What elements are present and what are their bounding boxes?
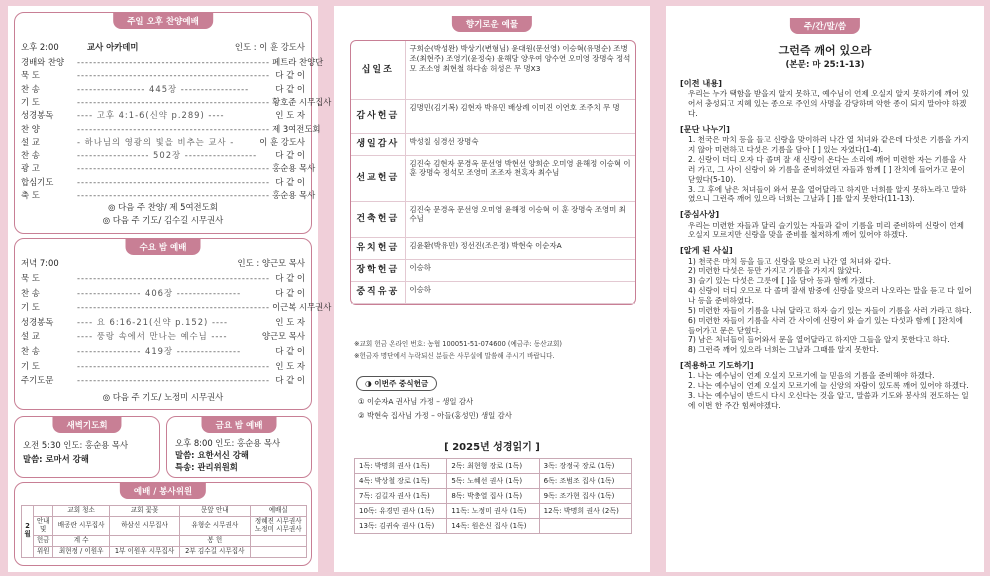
- volunteer-cell: 헌금: [34, 535, 53, 546]
- sunday-order-row: [21, 96, 332, 108]
- sunday-service-title: 주일 오후 찬양예배: [113, 13, 213, 29]
- volunteer-cell: 최현정 / 이원우: [53, 546, 109, 557]
- friday-service-box: [166, 416, 312, 478]
- sunday-order-row: [21, 83, 305, 95]
- wednesday-time: 저녁 7:00: [21, 258, 59, 268]
- offering-category: 선교헌금: [351, 155, 405, 201]
- sunday-order-person: 페트라 찬양단: [272, 57, 324, 67]
- wednesday-next-prayer: ◎ 다음 주 기도/ 노정미 시무권사: [102, 392, 224, 402]
- wednesday-order-row: [21, 272, 305, 284]
- wednesday-order-row: [21, 287, 305, 299]
- section-heading: [적용하고 기도하기]: [680, 360, 754, 371]
- sunday-order-detail: ------------------------------------------------: [77, 190, 271, 200]
- bible-reading-cell: 14독: 원은신 집사 (1독): [447, 519, 539, 534]
- volunteer-cell: 1부 이원우 시무집사: [109, 546, 179, 557]
- dawn-prayer-sermon: 말씀: 로마서 강해: [23, 454, 89, 464]
- volunteer-table-wrap: [21, 505, 307, 558]
- offering-category: 건축헌금: [351, 201, 405, 237]
- offering-row: [351, 99, 635, 133]
- bible-reading-cell: 7독: 김길자 권사 (1독): [355, 489, 447, 504]
- wednesday-order-detail: ---- 풍랑 속에서 만나는 예수님 ----: [77, 331, 228, 342]
- offerings-table: [351, 41, 635, 304]
- sunday-order-detail: ----------------- 445장 -----------------: [77, 83, 250, 94]
- sunday-order-item: 기 도: [21, 96, 40, 107]
- offering-category: 십일조: [351, 41, 405, 99]
- volunteer-header-cell: 문앞 안내: [180, 506, 250, 517]
- offering-category: 유치헌금: [351, 237, 405, 259]
- sunday-order-detail: ------------------------------------------------: [77, 123, 271, 134]
- volunteer-header-cell: 교회 청소: [53, 506, 109, 517]
- sunday-leader: 인도 : 이 훈 강도사: [234, 42, 305, 52]
- wednesday-order-detail: ------------------------------------------------: [77, 375, 271, 386]
- volunteer-cell: [250, 535, 307, 546]
- sunday-order-item: 경배와 찬양: [21, 57, 65, 67]
- weekly-word-body: [680, 78, 972, 411]
- bible-reading-row: [355, 489, 632, 504]
- sunday-order-person: 인 도 자: [275, 110, 305, 121]
- volunteer-cell: 계 수: [53, 535, 109, 546]
- section-paragraph: 5) 미련한 자들이 기름을 나눠 달라고 하자 슬기 있는 자들이 기름을 사러 가라고 하다.: [688, 305, 972, 315]
- volunteer-month: 2 월: [22, 506, 34, 558]
- section-heading: [이전 내용]: [680, 78, 722, 88]
- offering-names: 이승하: [405, 259, 635, 281]
- sermon-subtitle: (본문: 마 25:1-13): [785, 60, 865, 70]
- section-paragraph: 1. 나는 예수님이 언제 오실지 모르기에 늘 믿음의 기름을 준비해야 하겠다.: [688, 371, 935, 381]
- offering-names: 김진숙 문경옥 문선영 오미영 윤해정 이승혁 이 훈 장명숙 조영미 최수님: [405, 201, 635, 237]
- bible-reading-row: [355, 459, 632, 474]
- volunteer-cell: 배공란 시무집사: [53, 516, 109, 535]
- dawn-prayer-box: [14, 416, 160, 478]
- lunch-offering-item-2: ② 박현숙 집사님 가정 – 아들(홍성민) 생일 감사: [358, 411, 512, 420]
- sunday-order-person: 다 같 이: [275, 83, 305, 94]
- sunday-order-item: 축 도: [21, 190, 40, 200]
- wednesday-order-row: [21, 301, 332, 313]
- volunteer-header-cell: 예배실: [250, 506, 307, 517]
- wednesday-service-title: 수요 밤 예배: [126, 239, 201, 255]
- sunday-order-item: 찬 양: [21, 123, 40, 134]
- volunteer-row: [22, 546, 307, 557]
- section-paragraph: 2. 나는 예수님이 언제 오실지 모르기에 늘 신앙의 자람이 있도록 깨어 있어야 하겠다.: [688, 381, 969, 391]
- volunteer-title: 예배 / 봉사위원: [120, 483, 206, 499]
- section-paragraph: 우리는 미련한 자들과 달리 슬기있는 자들과 같이 기름을 미리 준비하여 신랑이 언제 오실지 모르지만 신랑을 맞을 준비를 철저하게 깨어 있어야 하겠다.: [688, 220, 964, 240]
- bible-reading-cell: 9독: 조가현 집사 (1독): [539, 489, 631, 504]
- offering-row: [351, 259, 635, 281]
- volunteer-cell: 정혜진 시무권사 노정미 시무권사: [250, 516, 307, 535]
- bible-reading-table: [354, 458, 632, 534]
- section-paragraph: 1) 천국은 마치 등을 들고 신랑을 맞으러 나간 열 처녀와 같다.: [688, 256, 892, 266]
- volunteer-header-row: [22, 506, 307, 517]
- bible-reading-cell: 12독: 박명희 권사 (2독): [539, 504, 631, 519]
- offering-row: [351, 281, 635, 303]
- offering-category: 중직유공: [351, 281, 405, 303]
- wednesday-order-row: [21, 360, 305, 372]
- sunday-order-person: 이 훈 강도사: [259, 136, 305, 147]
- wednesday-order-person: 다 같 이: [275, 273, 305, 283]
- sunday-order-item: 광 고: [21, 163, 40, 174]
- section-heading: [문단 나누기]: [680, 123, 730, 134]
- offerings-title: 향기로운 예물: [452, 16, 532, 32]
- weekly-word-tab: 주/간/말/씀: [790, 18, 860, 34]
- wednesday-order-item: 설 교: [21, 331, 40, 342]
- bible-reading-row: [355, 504, 632, 519]
- volunteer-table: [21, 505, 307, 558]
- friday-service-special: 특송: 관리위원회: [175, 462, 238, 472]
- wednesday-order-person: 다 같 이: [275, 346, 305, 356]
- wednesday-order-person: 다 같 이: [275, 375, 305, 386]
- lunch-offering-item-1: ① 이순자A 권사님 가정 – 생일 감사: [358, 397, 474, 406]
- volunteer-cell: [109, 535, 179, 546]
- bible-reading-cell: 1독: 박명희 권사 (1독): [355, 459, 447, 474]
- wednesday-order-row: [21, 316, 305, 328]
- sunday-next-praise: ◎ 다음 주 찬양/ 제 5여전도회: [108, 202, 218, 212]
- section-paragraph: 2. 신랑이 더디 오자 다 졸며 잘 새 신랑이 온다는 소리에 깨어 미련한 자는 기름을 사러 가고, 그 사이 신랑이 와 기름을 준비하였던 자들과 함께 [ ] 잔치에 들어가고 문이 닫혔다(5-10).: [688, 154, 967, 184]
- bible-reading-cell: [539, 519, 631, 534]
- wednesday-order-item: 성경봉독: [21, 316, 54, 327]
- bible-reading-wrap: [354, 458, 632, 534]
- bible-reading-row: [355, 519, 632, 534]
- bible-reading-cell: 6독: 조범조 집사 (1독): [539, 474, 631, 489]
- sunday-order-item: 찬 송: [21, 150, 40, 161]
- volunteer-cell: 2부 김수길 시무집사: [180, 546, 250, 557]
- sunday-order-person: 다 같 이: [275, 176, 305, 187]
- volunteer-cell: [250, 546, 307, 557]
- wednesday-order-item: 찬 송: [21, 287, 40, 298]
- section-paragraph: 8) 그런즉 깨어 있으라 너희는 그날과 그때를 알지 못한다.: [688, 345, 879, 355]
- wednesday-order-person: 다 같 이: [275, 287, 305, 298]
- offering-names: 김윤환(박유민) 정선진(조은정) 박현숙 이순자A: [405, 237, 635, 259]
- sunday-order-item: 설 교: [21, 136, 40, 147]
- friday-service-sermon: 말씀: 요한서신 강해: [175, 450, 249, 460]
- volunteer-cell: 봉 헌: [180, 535, 250, 546]
- right-panel: [666, 6, 984, 572]
- sermon-title: 그런즉 깨어 있으라: [778, 44, 872, 57]
- offering-row: [351, 201, 635, 237]
- sunday-order-row: [21, 56, 324, 68]
- sunday-order-detail: ------------------------------------------------: [77, 176, 271, 187]
- sunday-order-detail: ------------------------------------------------: [77, 70, 271, 81]
- lunch-offering-title: ◑ 이번주 중식헌금: [356, 376, 437, 391]
- sunday-time: 오후 2:00: [21, 42, 59, 52]
- wednesday-order-row: [21, 345, 305, 357]
- wednesday-order-detail: ---- 요 6:16-21(신약 p.152) ----: [77, 316, 229, 327]
- sunday-order-row: [21, 189, 316, 201]
- sunday-next-prayer: ◎ 다음 주 기도/ 김수길 시무권사: [102, 215, 224, 225]
- offering-names: 구희순(박성완) 박상기(변형님) 윤대원(문선영) 이승혁(유명순) 조병조(최현주) 조영기(윤정숙) 윤해당 양우여 양수연 오미영 장명숙 정석모 조소영 최현철 하다솜 허성은 무 명X3: [405, 41, 635, 99]
- volunteer-cell: 안내 및: [34, 516, 53, 535]
- bible-reading-cell: 3독: 장정국 장로 (1독): [539, 459, 631, 474]
- wednesday-leader: 인도 : 양근모 목사: [237, 258, 305, 268]
- sunday-order-row: [21, 149, 305, 161]
- sunday-theme: 교사 아카데미: [87, 42, 139, 52]
- bible-reading-cell: 4독: 박상철 장로 (1독): [355, 474, 447, 489]
- sunday-order-row: [21, 176, 305, 188]
- wednesday-order-row: [21, 330, 305, 342]
- section-paragraph: 3) 슬기 있는 다섯은 그릇에 [ ]을 담아 등과 함께 가졌다.: [688, 276, 875, 286]
- sunday-order-item: 묵 도: [21, 70, 40, 81]
- wednesday-service-box: [14, 238, 332, 410]
- volunteer-row: [22, 516, 307, 535]
- sunday-order-detail: ---- 고후 4:1-6(신약 p.289) ----: [77, 110, 225, 121]
- sunday-order-person: 홍순용 목사: [272, 190, 316, 200]
- sunday-order-detail: ------------------------------------------------: [77, 57, 271, 67]
- sunday-order-detail: ------------------------------------------------: [77, 96, 271, 107]
- volunteer-row: [22, 535, 307, 546]
- bible-reading-cell: 8독: 박충열 집사 (1독): [447, 489, 539, 504]
- offering-row: [351, 133, 635, 155]
- wednesday-order-item: 기 도: [21, 302, 40, 313]
- wednesday-order-detail: ------------------------------------------------: [77, 360, 271, 371]
- offering-names: 박성칠 심경선 장명숙: [405, 133, 635, 155]
- sunday-order-detail: - 하나님의 영광의 빛을 비추는 교사 -: [77, 136, 235, 147]
- section-heading: [중심사상]: [680, 209, 720, 220]
- sunday-order-person: 다 같 이: [275, 70, 305, 81]
- wednesday-order-detail: ---------------- 406장 ----------------: [77, 287, 242, 298]
- omission-note: ※헌금자 명단에서 누락되신 분들은 사무실에 말씀해 주시기 바랍니다.: [354, 352, 555, 360]
- offering-category: 장학헌금: [351, 259, 405, 281]
- section-paragraph: 2) 미련한 다섯은 등만 가지고 기름을 가지지 않았다.: [688, 266, 862, 276]
- section-heading: [알게 된 사실]: [680, 245, 733, 256]
- friday-service-title: 금요 밤 예배: [202, 417, 277, 433]
- sunday-service-box: [14, 12, 332, 234]
- account-note: ※교회 헌금 온라인 번호: 농협 100051-51-074600 (예금주: 동산교회): [354, 340, 562, 348]
- dawn-prayer-title: 새벽기도회: [52, 417, 121, 433]
- section-paragraph: 7) 남은 처녀들이 들어와서 문을 열어달라고 하지만 그들을 알지 못한다고 하다.: [688, 335, 950, 345]
- sunday-order-row: [21, 136, 305, 148]
- sunday-header-row: [21, 41, 305, 53]
- sunday-order-person: 제 3여전도회: [272, 123, 321, 134]
- bible-reading-cell: 5독: 노혜선 권사 (1독): [447, 474, 539, 489]
- sunday-order-person: 다 같 이: [275, 150, 305, 161]
- section-paragraph: 1. 천국은 마치 등을 들고 신랑을 맞이하러 나간 열 처녀와 같은데 다섯은 기름을 가지지 않아 미련하고 다섯은 기름을 담아 [ ] 있는 자였다(1-4).: [688, 135, 969, 155]
- section-paragraph: 6) 미련한 자들이 기름을 사러 간 사이에 신랑이 와 슬기 있는 다섯과 함께 [ ]잔치에 들어가고 문은 닫혔다.: [688, 315, 963, 335]
- offering-category: 감사헌금: [351, 99, 405, 133]
- section-paragraph: 3. 나는 예수님이 반드시 다시 오신다는 것을 알고, 말씀과 기도와 봉사의 전도하는 일에 이번 한 주간 힘써야겠다.: [688, 391, 969, 411]
- sunday-order-detail: ------------------ 502장 ------------------: [77, 150, 258, 161]
- wednesday-order-detail: ------------------------------------------------: [77, 273, 271, 283]
- offering-row: [351, 155, 635, 201]
- offering-row: [351, 41, 635, 99]
- bible-reading-title: [ 2025년 성경읽기 ]: [444, 442, 540, 453]
- offering-names: 김진숙 김현자 문경옥 문선영 박현선 양희순 오미영 윤해정 이승혁 이 훈 장명숙 정석모 조영미 조조자 천혹자 최수님: [405, 155, 635, 201]
- wednesday-order-detail: ------------------------------------------------: [77, 302, 271, 313]
- offering-category: 생일감사: [351, 133, 405, 155]
- wednesday-order-item: 찬 송: [21, 346, 40, 356]
- volunteer-box: [14, 482, 312, 566]
- offering-names: 김명민(김기복) 김현자 박유민 배상례 이미진 이연호 조주치 무 명: [405, 99, 635, 133]
- offering-names: 이승하: [405, 281, 635, 303]
- volunteer-header-cell: [34, 506, 53, 517]
- sunday-order-person: 홍순용 목사: [272, 163, 316, 174]
- section-paragraph: 4) 신랑이 더디 오므로 다 졸며 잘새 밤중에 신랑을 맞으러 나오라는 말을 듣고 다 일어나 등을 준비하였다.: [688, 286, 972, 305]
- wednesday-order-item: 기 도: [21, 360, 40, 371]
- wednesday-order-person: 인 도 자: [275, 316, 305, 327]
- wednesday-order-item: 묵 도: [21, 273, 40, 283]
- wednesday-order-row: [21, 374, 305, 386]
- sunday-order-row: [21, 69, 305, 81]
- wednesday-order-person: 인 도 자: [275, 360, 305, 371]
- wednesday-order-person: 양근모 목사: [261, 331, 305, 342]
- sunday-order-item: 합심기도: [21, 176, 54, 187]
- volunteer-header-cell: 교회 꽃꽂: [109, 506, 179, 517]
- dawn-prayer-info: 오전 5:30 인도: 홍순용 목사: [23, 440, 129, 450]
- sunday-order-row: [21, 123, 321, 135]
- offerings-box: [350, 40, 636, 305]
- bible-reading-cell: 11독: 노정미 권사 (1독): [447, 504, 539, 519]
- section-paragraph: 우리는 누가 택함을 받을지 알지 못하고, 예수님이 언제 오실지 알지 못하기에 깨어 있어서 충성되고 지혜 있는 종으로 주인의 사명을 감당하며 악한 종이 되지 말아야 하겠다.: [688, 89, 969, 119]
- wednesday-order-detail: ---------------- 419장 ----------------: [77, 346, 242, 356]
- friday-service-info: 오후 8:00 인도: 홍순용 목사: [175, 438, 281, 448]
- volunteer-cell: 유형순 시무권사: [180, 516, 250, 535]
- sunday-order-person: 황호준 시무집사: [272, 96, 332, 107]
- volunteer-cell: 위원: [34, 546, 53, 557]
- wednesday-order-person: 이근복 시무권사: [272, 302, 332, 313]
- bible-reading-cell: 2독: 최현형 장로 (1독): [447, 459, 539, 474]
- offering-row: [351, 237, 635, 259]
- bible-reading-cell: 13독: 김귀숙 권사 (1독): [355, 519, 447, 534]
- middle-panel: [334, 6, 650, 572]
- bible-reading-row: [355, 474, 632, 489]
- volunteer-cell: 하삼신 시무집사: [109, 516, 179, 535]
- left-panel: [8, 6, 332, 572]
- sunday-order-item: 찬 송: [21, 83, 40, 94]
- sunday-order-row: [21, 162, 316, 174]
- sunday-order-item: 성경봉독: [21, 110, 54, 121]
- sunday-order-detail: ------------------------------------------------: [77, 163, 271, 174]
- section-paragraph: 3. 그 후에 남은 처녀들이 와서 문을 열어달라고 하지만 너희를 알지 못하노라고 말하였으니 그런즉 깨어 있으라 너희는 그날과 [ ]를 알지 못한다(11-13).: [688, 184, 967, 204]
- wednesday-order-item: 주기도문: [21, 375, 54, 386]
- wednesday-header-row: [21, 257, 305, 269]
- bible-reading-cell: 10독: 유경민 권사 (1독): [355, 504, 447, 519]
- sunday-order-row: [21, 109, 305, 121]
